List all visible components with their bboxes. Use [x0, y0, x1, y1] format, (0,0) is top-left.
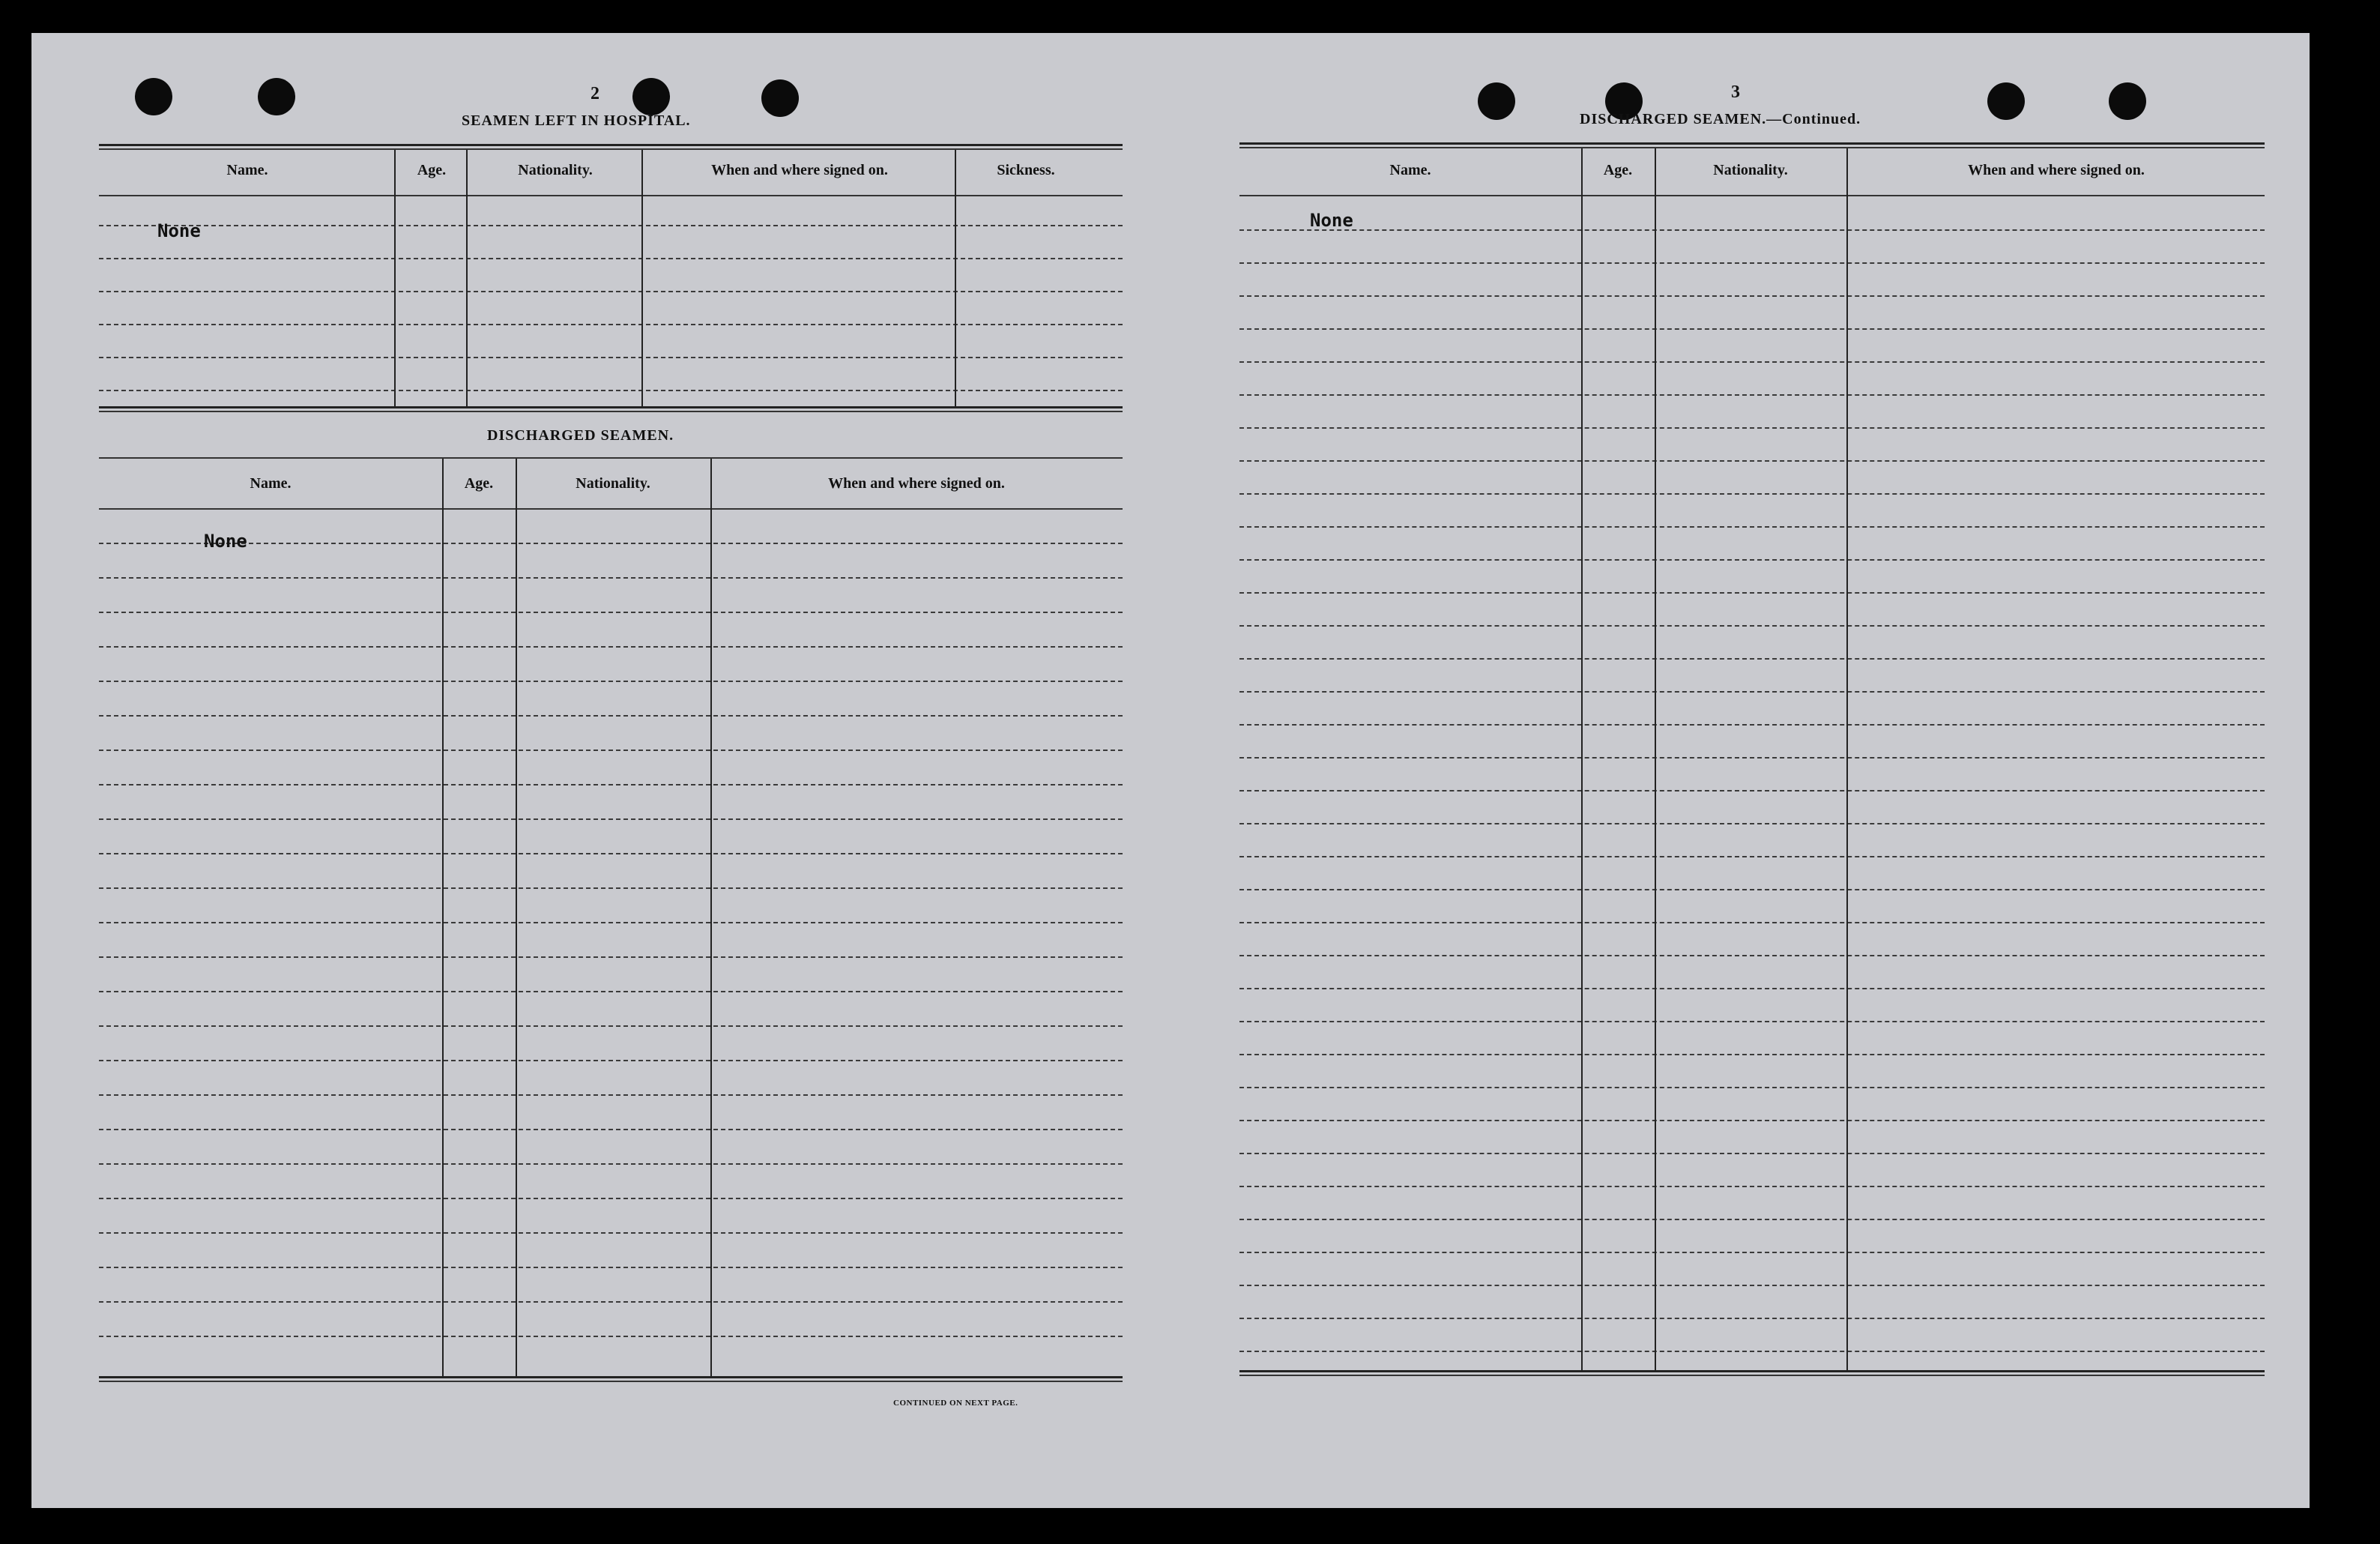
column-header-nationality: Nationality.	[576, 475, 650, 492]
row-rule	[1239, 790, 2265, 791]
row-rule	[1239, 460, 2265, 462]
row-rule	[99, 1232, 1123, 1234]
row-rule	[99, 577, 1123, 579]
row-rule	[99, 225, 1123, 226]
row-rule	[99, 853, 1123, 854]
row-rule	[99, 258, 1123, 259]
column-divider	[466, 150, 468, 408]
row-rule	[1239, 1087, 2265, 1088]
column-divider	[516, 459, 517, 1378]
table-bottom-rule	[99, 406, 1123, 408]
punch-hole	[2109, 82, 2146, 120]
row-rule	[99, 1267, 1123, 1268]
row-rule	[99, 1163, 1123, 1165]
column-divider	[394, 150, 396, 408]
table-top-rule	[1239, 147, 2265, 148]
row-rule	[99, 1060, 1123, 1061]
row-rule	[1239, 625, 2265, 627]
row-rule	[1239, 691, 2265, 693]
punch-hole	[1478, 82, 1515, 120]
column-divider	[710, 459, 712, 1378]
page-number: 2	[591, 84, 599, 103]
row-rule	[1239, 1318, 2265, 1319]
row-rule	[1239, 394, 2265, 396]
row-rule	[1239, 262, 2265, 264]
header-bottom-rule	[99, 195, 1123, 196]
row-rule	[1239, 295, 2265, 297]
row-rule	[1239, 1219, 2265, 1220]
punch-hole	[1987, 82, 2025, 120]
row-rule	[99, 1094, 1123, 1096]
row-rule	[1239, 1186, 2265, 1187]
hospital-section-title: SEAMEN LEFT IN HOSPITAL.	[462, 112, 691, 129]
column-header-name: Name.	[1389, 162, 1431, 178]
row-rule	[99, 291, 1123, 292]
row-rule	[99, 646, 1123, 648]
discharged-section-title: DISCHARGED SEAMEN.	[487, 427, 674, 444]
table-bottom-rule	[99, 411, 1123, 412]
table-top-rule	[99, 148, 1123, 150]
row-rule	[1239, 1120, 2265, 1121]
column-header-signed-on: When and where signed on.	[1968, 162, 2145, 178]
discharged-entry-none: None	[204, 531, 247, 552]
row-rule	[99, 612, 1123, 613]
row-rule	[99, 1129, 1123, 1130]
column-header-nationality: Nationality.	[1713, 162, 1788, 178]
column-divider	[955, 150, 956, 408]
row-rule	[99, 1198, 1123, 1199]
row-rule	[1239, 559, 2265, 561]
row-rule	[1239, 889, 2265, 890]
row-rule	[99, 784, 1123, 785]
table-top-rule	[1239, 142, 2265, 145]
column-header-nationality: Nationality.	[518, 162, 593, 178]
column-header-age: Age.	[1603, 162, 1633, 178]
punch-hole	[632, 78, 670, 115]
row-rule	[99, 390, 1123, 391]
row-rule	[1239, 1285, 2265, 1286]
row-rule	[1239, 1252, 2265, 1253]
row-rule	[1239, 856, 2265, 857]
row-rule	[1239, 1351, 2265, 1352]
hospital-entry-none: None	[157, 220, 201, 241]
row-rule	[99, 922, 1123, 923]
row-rule	[1239, 592, 2265, 594]
column-header-age: Age.	[417, 162, 447, 178]
row-rule	[1239, 1153, 2265, 1154]
table-bottom-rule	[99, 1381, 1123, 1382]
column-header-name: Name.	[226, 162, 268, 178]
row-rule	[1239, 427, 2265, 429]
header-bottom-rule	[1239, 195, 2265, 196]
row-rule	[1239, 328, 2265, 330]
row-rule	[1239, 724, 2265, 726]
column-divider	[641, 150, 643, 408]
row-rule	[1239, 493, 2265, 495]
row-rule	[99, 991, 1123, 992]
discharged-continued-entry-none: None	[1310, 210, 1353, 231]
column-divider	[1846, 148, 1848, 1372]
column-header-age: Age.	[464, 475, 494, 492]
row-rule	[99, 1025, 1123, 1027]
discharged-continued-title: DISCHARGED SEAMEN.—Continued.	[1580, 111, 1861, 127]
row-rule	[99, 715, 1123, 717]
table-bottom-rule	[99, 1376, 1123, 1378]
punch-hole	[761, 79, 799, 117]
column-divider	[442, 459, 444, 1378]
column-header-name: Name.	[250, 475, 292, 492]
row-rule	[99, 750, 1123, 751]
row-rule	[99, 818, 1123, 820]
row-rule	[1239, 757, 2265, 759]
row-rule	[1239, 823, 2265, 824]
row-rule	[1239, 229, 2265, 231]
table-top-rule	[99, 457, 1123, 459]
row-rule	[99, 324, 1123, 325]
row-rule	[99, 681, 1123, 682]
continued-note: CONTINUED ON NEXT PAGE.	[893, 1399, 1018, 1408]
table-bottom-rule	[1239, 1370, 2265, 1372]
table-bottom-rule	[1239, 1375, 2265, 1376]
column-divider	[1581, 148, 1583, 1372]
punch-hole	[258, 78, 295, 115]
row-rule	[1239, 955, 2265, 956]
row-rule	[1239, 1021, 2265, 1022]
column-divider	[1655, 148, 1656, 1372]
row-rule	[1239, 526, 2265, 528]
row-rule	[1239, 361, 2265, 363]
row-rule	[99, 1336, 1123, 1337]
table-top-rule	[99, 144, 1123, 146]
row-rule	[99, 543, 1123, 544]
row-rule	[99, 887, 1123, 889]
column-header-signed-on: When and where signed on.	[828, 475, 1005, 492]
row-rule	[1239, 1054, 2265, 1055]
header-bottom-rule	[99, 508, 1123, 510]
page-number: 3	[1731, 82, 1740, 102]
column-header-sickness: Sickness.	[997, 162, 1055, 178]
row-rule	[1239, 658, 2265, 660]
row-rule	[99, 956, 1123, 958]
column-header-signed-on: When and where signed on.	[711, 162, 888, 178]
row-rule	[1239, 922, 2265, 923]
row-rule	[99, 357, 1123, 358]
row-rule	[1239, 988, 2265, 989]
row-rule	[99, 1301, 1123, 1303]
document-sheet	[31, 33, 2310, 1508]
punch-hole	[135, 78, 172, 115]
